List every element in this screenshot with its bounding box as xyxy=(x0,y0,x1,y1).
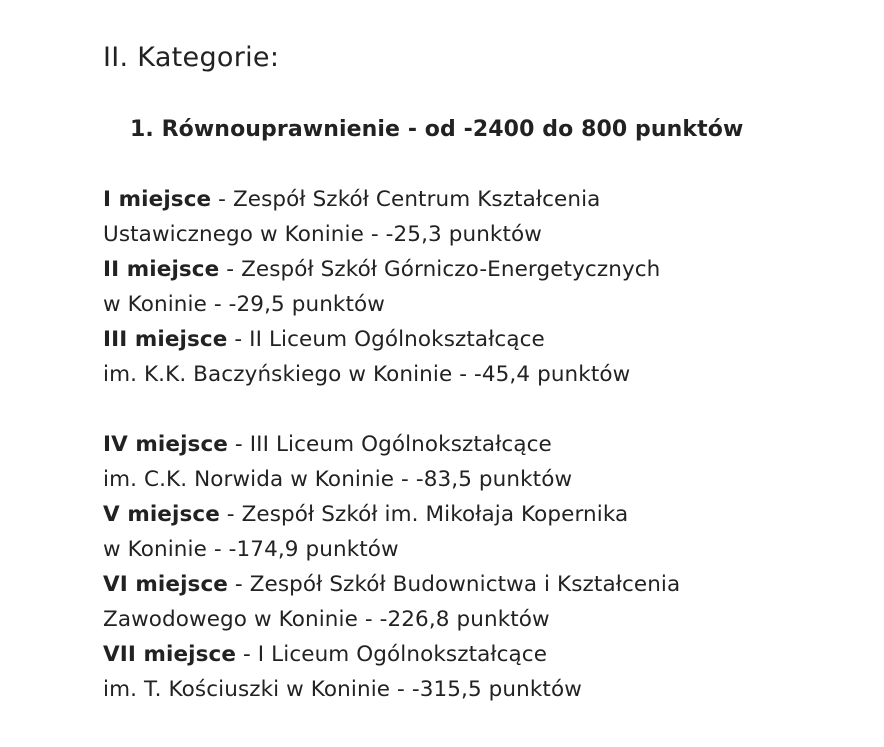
result-entry-7 xyxy=(103,637,873,707)
school-name-line: - Zespół Szkół Budownictwa i Kształcenia xyxy=(227,572,681,597)
school-score-line: im. C.K. Norwida w Koninie - -83,5 punktów xyxy=(103,467,573,492)
place-label: III miejsce xyxy=(103,327,228,352)
school-name-line: - III Liceum Ogólnokształcące xyxy=(227,432,552,457)
school-score-line: im. T. Kościuszki w Koninie - -315,5 punktów xyxy=(103,677,582,702)
place-label: IV miejsce xyxy=(103,432,228,457)
place-label: II miejsce xyxy=(103,257,220,282)
results-list xyxy=(103,182,873,707)
place-label: I miejsce xyxy=(103,187,212,212)
school-score-line: im. K.K. Baczyńskiego w Koninie - -45,4 punktów xyxy=(103,362,631,387)
school-name-line: - II Liceum Ogólnokształcące xyxy=(227,327,545,352)
result-entry-3 xyxy=(103,322,873,392)
school-score-line: Ustawicznego w Koninie - -25,3 punktów xyxy=(103,222,542,247)
school-score-line: w Koninie - -29,5 punktów xyxy=(103,292,385,317)
result-entry-2 xyxy=(103,252,873,322)
place-label: VII miejsce xyxy=(103,642,237,667)
result-entry-1 xyxy=(103,182,873,252)
result-entry-4 xyxy=(103,427,873,497)
school-name-line: - Zespół Szkół im. Mikołaja Kopernika xyxy=(219,502,629,527)
school-name-line: - Zespół Szkół Górniczo-Energetycznych xyxy=(219,257,661,282)
place-label: V miejsce xyxy=(103,502,220,527)
result-entry-6 xyxy=(103,567,873,637)
school-name-line: - Zespół Szkół Centrum Kształcenia xyxy=(211,187,601,212)
school-name-line: - I Liceum Ogólnokształcące xyxy=(236,642,548,667)
section-title: II. Kategorie: xyxy=(103,42,280,73)
result-entry-5 xyxy=(103,497,873,567)
paragraph-gap xyxy=(103,392,873,427)
place-label: VI miejsce xyxy=(103,572,228,597)
category-title: 1. Równouprawnienie - od -2400 do 800 punktów xyxy=(130,117,744,142)
school-score-line: w Koninie - -174,9 punktów xyxy=(103,537,399,562)
school-score-line: Zawodowego w Koninie - -226,8 punktów xyxy=(103,607,550,632)
